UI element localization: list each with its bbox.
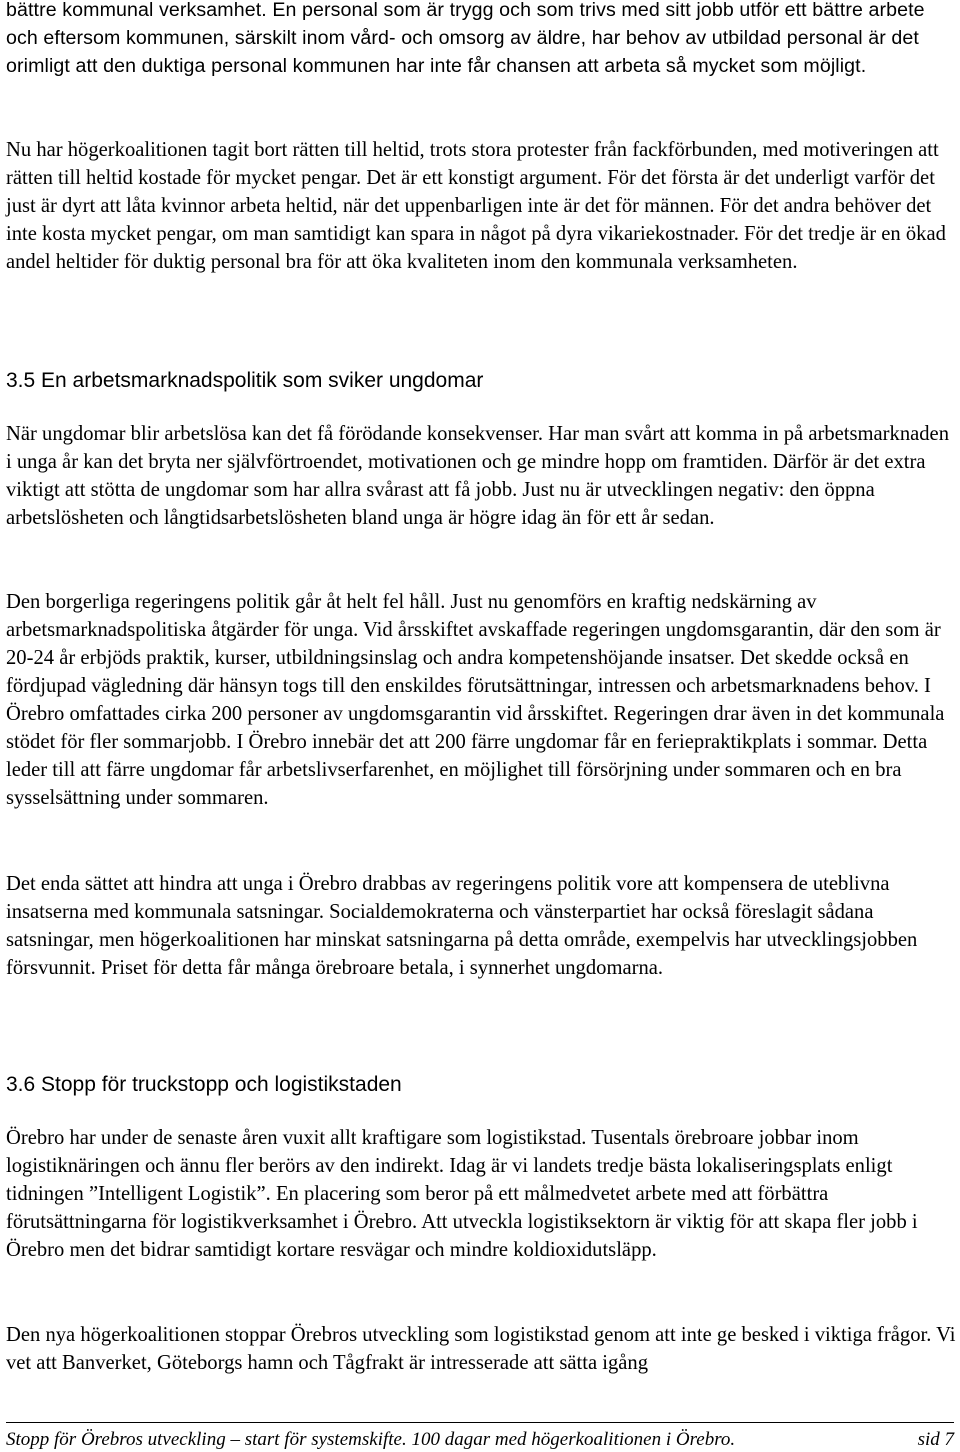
footer-title: Stopp för Örebros utveckling – start för systemskifte. 100 dagar med högerkoalitionen i Örebro. xyxy=(6,1429,736,1450)
paragraph-logistikstad: Örebro har under de senaste åren vuxit allt kraftigare som logistikstad. Tusentals örebroare jobbar inom logistiknäringen och ännu fler berörs av den indirekt. Idag är vi landets tredje bästa lokaliseringsplats enligt tidningen ”Intelligent Logistik”. En placering som beror på ett målmedvetet arbete med att förbättra förutsättningarna för logistikverksamhet i Örebro. Att utveckla logistiksektorn är viktig för att skapa fler jobb i Örebro men det bidrar samtidigt kortare resvägar och mindre koldioxidutsläpp. xyxy=(6,1127,918,1261)
paragraph-borgerliga-regeringen: Den borgerliga regeringens politik går åt helt fel håll. Just nu genomförs en kraftig nedskärning av arbetsmarknadspolitiska åtgärder för unga. Vid årsskiftet avskaffade regeringen ungdomsgarantin, där den som är 20-24 år erbjöds praktik, kurser, utbildningsinslag och andra kompetenshöjande insatser. Det skedde också en fördjupad vägledning där hänsyn togs till den enskildes förutsättningar, intressen och arbetsmarknadens behov. I Örebro omfattades cirka 200 personer av ungdomsgarantin vid årsskiftet. Regeringen drar även in det kommunala stödet för fler sommarjobb. I Örebro innebär det att 200 färre ungdomar får en feriepraktikplats i sommar. Detta leder till att färre ungdomar får arbetslivserfarenhet, en möjlighet till försörjning under sommaren och en bra sysselsättning under sommaren. xyxy=(6,591,945,809)
paragraph-intro-continued: bättre kommunal verksamhet. En personal som är trygg och som trivs med sitt jobb utför ett bättre arbete och eftersom kommunen, särskilt inom vård- och omsorg av äldre, har behov av utbildad personal är det orimligt att den duktiga personal kommunen har inte får chansen att arbeta så mycket som möjligt. xyxy=(6,0,925,77)
page-number: sid 7 xyxy=(917,1429,954,1450)
paragraph-enda-sattet: Det enda sättet att hindra att unga i Örebro drabbas av regeringens politik vore att kompensera de uteblivna insatserna med kommunala satsningar. Socialdemokraterna och vänsterpartiet har också föreslagit sådana satsningar, men högerkoalitionen har minskat satsningarna på detta område, exempelvis har utvecklingsjobben försvunnit. Priset för detta får många örebroare betala, i synnerhet ungdomarna. xyxy=(6,873,918,979)
paragraph-ungdomar: När ungdomar blir arbetslösa kan det få förödande konsekvenser. Har man svårt att komma in på arbetsmarknaden i unga år kan det bryta ner självförtroendet, motivationen och ge mindre hopp om framtiden. Därför är det extra viktigt att stötta de ungdomar som har allra svårast att få jobb. Just nu är utvecklingen negativ: den öppna arbetslösheten och långtidsarbetslösheten bland unga är högre idag än för ett år sedan. xyxy=(6,423,949,529)
section-heading-3-5: 3.5 En arbetsmarknadspolitik som sviker ungdomar xyxy=(6,369,484,392)
footer-divider xyxy=(6,1422,954,1423)
paragraph-heltid: Nu har högerkoalitionen tagit bort rätten till heltid, trots stora protester från fackförbunden, med motiveringen att rätten till heltid kostade för mycket pengar. Det är ett konstigt argument. För det första är det underligt varför det just är dyrt att låta kvinnor arbeta heltid, när det uppenbarligen inte är det för männen. För det andra behöver det inte kosta mycket pengar, om man samtidigt kan spara in något på dyra vikariekostnader. För det tredje är en ökad andel heltider för duktig personal bra för att öka kvaliteten inom den kommunala verksamheten. xyxy=(6,139,946,273)
section-heading-3-6: 3.6 Stopp för truckstopp och logistikstaden xyxy=(6,1073,402,1096)
paragraph-hogerkoalitionen-stoppar: Den nya högerkoalitionen stoppar Örebros utveckling som logistikstad genom att inte ge besked i viktiga frågor. Vi vet att Banverket, Göteborgs hamn och Tågfrakt är intresserade att sätta igång xyxy=(6,1324,956,1374)
